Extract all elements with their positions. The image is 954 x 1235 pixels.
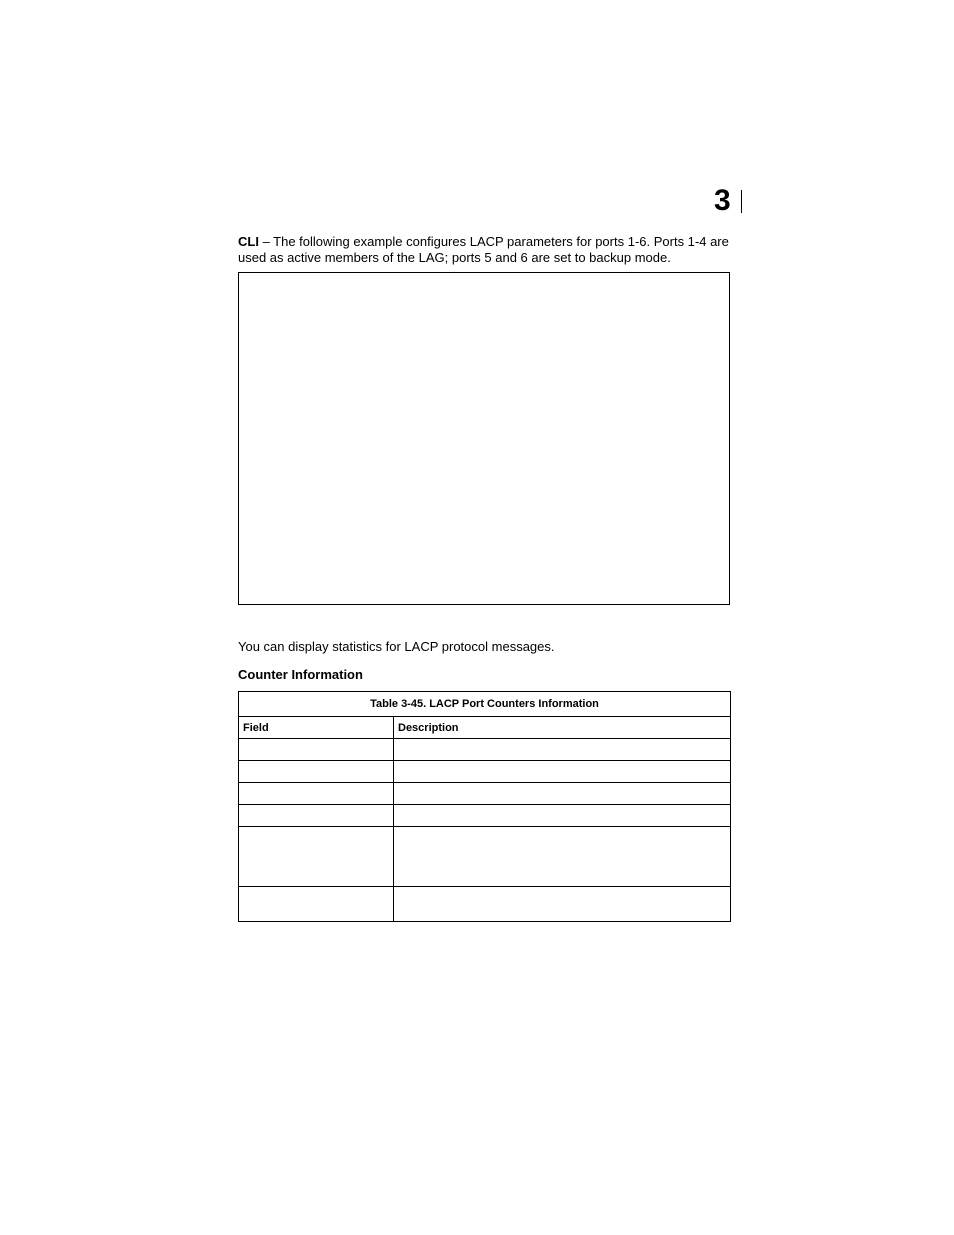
table-caption: Table 3-45. LACP Port Counters Information	[239, 692, 731, 717]
intro-label: CLI	[238, 234, 259, 249]
table-row	[239, 887, 731, 922]
header-field: Field	[239, 717, 394, 739]
cell-description	[394, 805, 731, 827]
intro-text: – The following example configures LACP parameters for ports 1-6. Ports 1-4 are used as active members of the LAG; ports 5 and 6 are set to backup mode.	[238, 234, 729, 265]
intro-paragraph	[238, 234, 738, 266]
table-header-row	[239, 717, 731, 739]
lacp-counters-table	[238, 691, 731, 922]
cell-field	[239, 761, 394, 783]
cell-description	[394, 761, 731, 783]
header-description: Description	[394, 717, 731, 739]
cell-description	[394, 783, 731, 805]
cell-field	[239, 805, 394, 827]
cell-field	[239, 739, 394, 761]
chapter-number: 3	[714, 184, 731, 217]
table-row	[239, 761, 731, 783]
section-heading: Counter Information	[238, 667, 363, 682]
table-row	[239, 827, 731, 887]
cell-field	[239, 887, 394, 922]
cell-description	[394, 887, 731, 922]
cell-description	[394, 827, 731, 887]
cell-field	[239, 783, 394, 805]
statistics-paragraph: You can display statistics for LACP protocol messages.	[238, 639, 555, 654]
table-row	[239, 783, 731, 805]
table-caption-row	[239, 692, 731, 717]
table-row	[239, 739, 731, 761]
cell-description	[394, 739, 731, 761]
table-row	[239, 805, 731, 827]
cell-field	[239, 827, 394, 887]
chapter-rule	[741, 190, 742, 213]
cli-example-box	[238, 272, 730, 605]
